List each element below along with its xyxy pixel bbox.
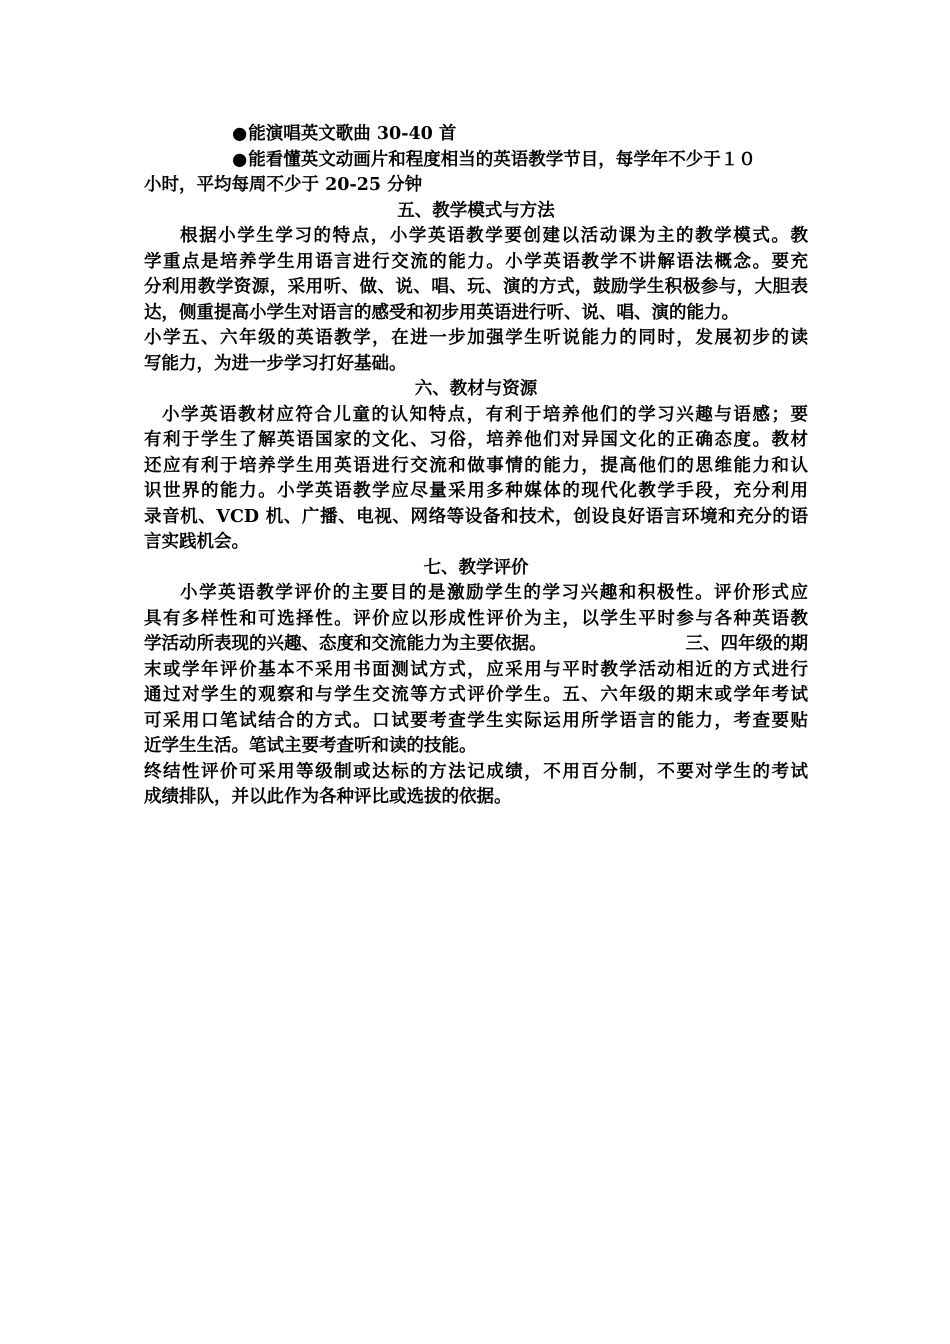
paragraph-line: 录音机、VCD 机、广播、电视、网络等设备和技术，创设良好语言环境和充分的语 bbox=[144, 506, 808, 527]
paragraph-line: 识世界的能力。小学英语教学应尽量采用多种媒体的现代化教学手段，充分利用 bbox=[144, 481, 808, 501]
bullet-icon: ● bbox=[232, 149, 248, 170]
paragraph-line: 言实践机会。 bbox=[144, 532, 249, 552]
paragraph-line: 小学英语教材应符合儿童的认知特点，有利于培养他们的学习兴趣与语感；要 bbox=[162, 404, 808, 425]
paragraph-line: 写能力，为进一步学习打好基础。 bbox=[144, 353, 407, 374]
paragraph-line: 终结性评价可采用等级制或达标的方法记成绩，不用百分制，不要对学生的考试 bbox=[144, 761, 808, 782]
paragraph-line: 有利于学生了解英语国家的文化、习俗，培养他们对异国文化的正确态度。教材 bbox=[144, 430, 808, 450]
bullet-continuation: 小时，平均每周不少于 20-25 分钟 bbox=[144, 175, 423, 195]
paragraph-fragment: 学活动所表现的兴趣、态度和交流能力为主要依据。 bbox=[144, 634, 547, 654]
section-heading: 七、教学评价 bbox=[423, 557, 529, 578]
section-heading: 五、教学模式与方法 bbox=[397, 200, 555, 221]
paragraph-line: 小学英语教学评价的主要目的是激励学生的学习兴趣和积极性。评价形式应 bbox=[180, 583, 808, 603]
document-page bbox=[144, 122, 808, 811]
paragraph-line: 达，侧重提高小学生对语言的感受和初步用英语进行听、说、唱、演的能力。 bbox=[144, 302, 739, 323]
bullet-icon: ● bbox=[232, 124, 248, 144]
paragraph-line: 通过对学生的观察和与学生交流等方式评价学生。五、六年级的期末或学年考试 bbox=[144, 685, 808, 705]
section-heading: 六、教材与资源 bbox=[414, 379, 538, 399]
paragraph-fragment: 三、四年级的期 bbox=[685, 634, 808, 654]
bullet-item-songs bbox=[144, 122, 808, 148]
paragraph-line: 学重点是培养学生用语言进行交流的能力。小学英语教学不讲解语法概念。要充 bbox=[144, 251, 808, 272]
paragraph-line: 近学生生活。笔试主要考查听和读的技能。 bbox=[144, 736, 477, 756]
paragraph-line: 根据小学生学习的特点，小学英语教学要创建以活动课为主的教学模式。教 bbox=[180, 226, 808, 246]
bullet-text: 能演唱英文歌曲 30-40 首 bbox=[248, 124, 457, 144]
bullet-text: 能看懂英文动画片和程度相当的英语教学节目，每学年不少于１０ bbox=[248, 149, 756, 170]
paragraph-line: 末或学年评价基本不采用书面测试方式，应采用与平时教学活动相近的方式进行 bbox=[144, 659, 808, 680]
paragraph-line: 可采用口笔试结合的方式。口试要考查学生实际运用所学语言的能力，考查要贴 bbox=[144, 710, 808, 731]
paragraph-line: 小学五、六年级的英语教学，在进一步加强学生听说能力的同时，发展初步的读 bbox=[144, 328, 808, 348]
paragraph-line-split bbox=[144, 632, 808, 658]
paragraph-line: 还应有利于培养学生用英语进行交流和做事情的能力，提高他们的思维能力和认 bbox=[144, 455, 808, 476]
paragraph-line: 分利用教学资源，采用听、做、说、唱、玩、演的方式，鼓励学生积极参与，大胆表 bbox=[144, 277, 808, 297]
bullet-item-cartoons bbox=[144, 148, 808, 174]
paragraph-line: 成绩排队，并以此作为各种评比或选拔的依据。 bbox=[144, 787, 512, 807]
paragraph-line: 具有多样性和可选择性。评价应以形成性评价为主，以学生平时参与各种英语教 bbox=[144, 608, 808, 629]
